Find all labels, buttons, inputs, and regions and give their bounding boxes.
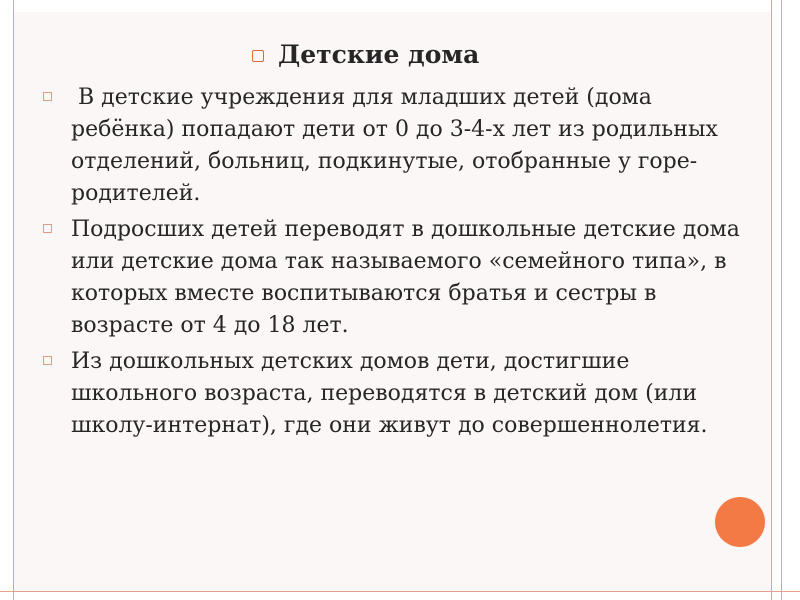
slide-title: Детские дома xyxy=(278,40,480,69)
left-border-line xyxy=(13,0,14,600)
paragraph-text: Из дошкольных детских домов дети, достигшие школьного возраста, переводятся в детский дом (или школу-интернат), где они живут до совершеннолетия. xyxy=(71,349,708,438)
slide-title-row xyxy=(252,38,479,72)
right-border-line-outer xyxy=(771,0,772,600)
paragraph-text: В детские учреждения для младших детей (дома ребёнка) попадают дети от 0 до 3-4-х лет из родильных отделений, больниц, подкинутые, отобранные у горе-родителей. xyxy=(71,85,725,206)
right-border-line-inner xyxy=(781,0,782,600)
square-bullet-icon xyxy=(252,50,264,62)
list-item xyxy=(40,346,755,442)
square-bullet-icon xyxy=(43,92,52,101)
paragraph-text: Подросших детей переводят в дошкольные детские дома или детские дома так называемого «семейного типа», в которых вместе воспитываются братья и сестры в возрасте от 4 до 18 лет. xyxy=(71,217,740,338)
square-bullet-icon xyxy=(43,356,52,365)
list-item xyxy=(40,82,755,210)
list-item xyxy=(40,214,755,342)
bullet-list xyxy=(40,82,755,446)
orange-circle-decoration xyxy=(715,497,765,547)
bottom-border-line xyxy=(0,591,800,592)
square-bullet-icon xyxy=(43,224,52,233)
